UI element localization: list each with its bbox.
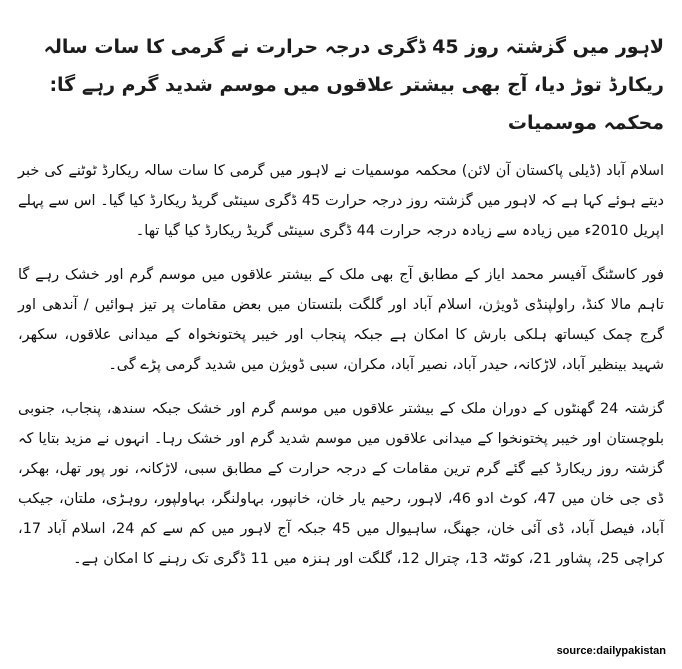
article-headline: لاہور میں گزشتہ روز 45 ڈگری درجہ حرارت نے گرمی کا سات سالہ ریکارڈ توڑ دیا، آج بھی بیشتر علاقوں میں موسم شدید گرم رہے گا: محکمہ موسمیات <box>43 36 664 134</box>
article-paragraph-3: گزشتہ 24 گھنٹوں کے دوران ملک کے بیشتر علاقوں میں موسم گرم اور خشک جبکہ سندھ، پنجاب، جنوبی بلوچستان اور خیبر پختونخوا کے میدانی علاقوں میں موسم شدید گرم اور خشک رہا۔ انہوں نے مزید بتایا کہ گزشتہ روز ریکارڈ کیے گئے گرم ترین مقامات کے درجہ حرارت کے مطابق سبی، لاڑکانہ، نور پور تھل، بھکر، ڈی جی خان میں 47، کوٹ ادو 46، لاہور، رحیم یار خان، خانپور، بہاولنگر، بہاولپور، روہڑی، ملتان، جیکب آباد، فیصل آباد، ڈی آئی خان، جھنگ، ساہیوال میں 45 جبکہ آج لاہور میں کم سے کم 24، اسلام آباد 17، کراچی 25، پشاور 21، کوئٹہ 13، چترال 12، گلگت اور ہنزہ میں 11 ڈگری تک رہنے کا امکان ہے۔ <box>18 401 664 567</box>
article-paragraph-1: اسلام آباد (ڈیلی پاکستان آن لائن) محکمہ موسمیات نے لاہور میں گرمی کا سات سالہ ریکارڈ ٹوٹنے کی خبر دیتے ہوئے کہا ہے کہ لاہور میں گزشتہ روز درجہ حرارت 45 ڈگری سینٹی گریڈ ریکارڈ کیا گیا۔ اس سے پہلے اپریل 2010ء میں زیادہ سے زیادہ درجہ حرارت 44 ڈگری سینٹی گریڈ ریکارڈ کیا گیا تھا۔ <box>18 163 664 239</box>
article-paragraph-2: فور کاسٹنگ آفیسر محمد ایاز کے مطابق آج بھی ملک کے بیشتر علاقوں میں موسم گرم اور خشک رہے گا تاہم مالا کنڈ، راولپنڈی ڈویژن، اسلام آباد اور گلگت بلتستان میں بعض مقامات پر تیز ہوائیں / آندھی اور گرج چمک کیساتھ ہلکی بارش کا امکان ہے جبکہ پنجاب اور خیبر پختونخواہ کے میدانی علاقوں، سکھر، شہید بینظیر آباد، لاڑکانہ، حیدر آباد، نصیر آباد، مکران، سبی ڈویژن میں شدید گرمی پڑے گی۔ <box>18 267 664 373</box>
source-credit: source:dailypakistan <box>556 645 666 657</box>
